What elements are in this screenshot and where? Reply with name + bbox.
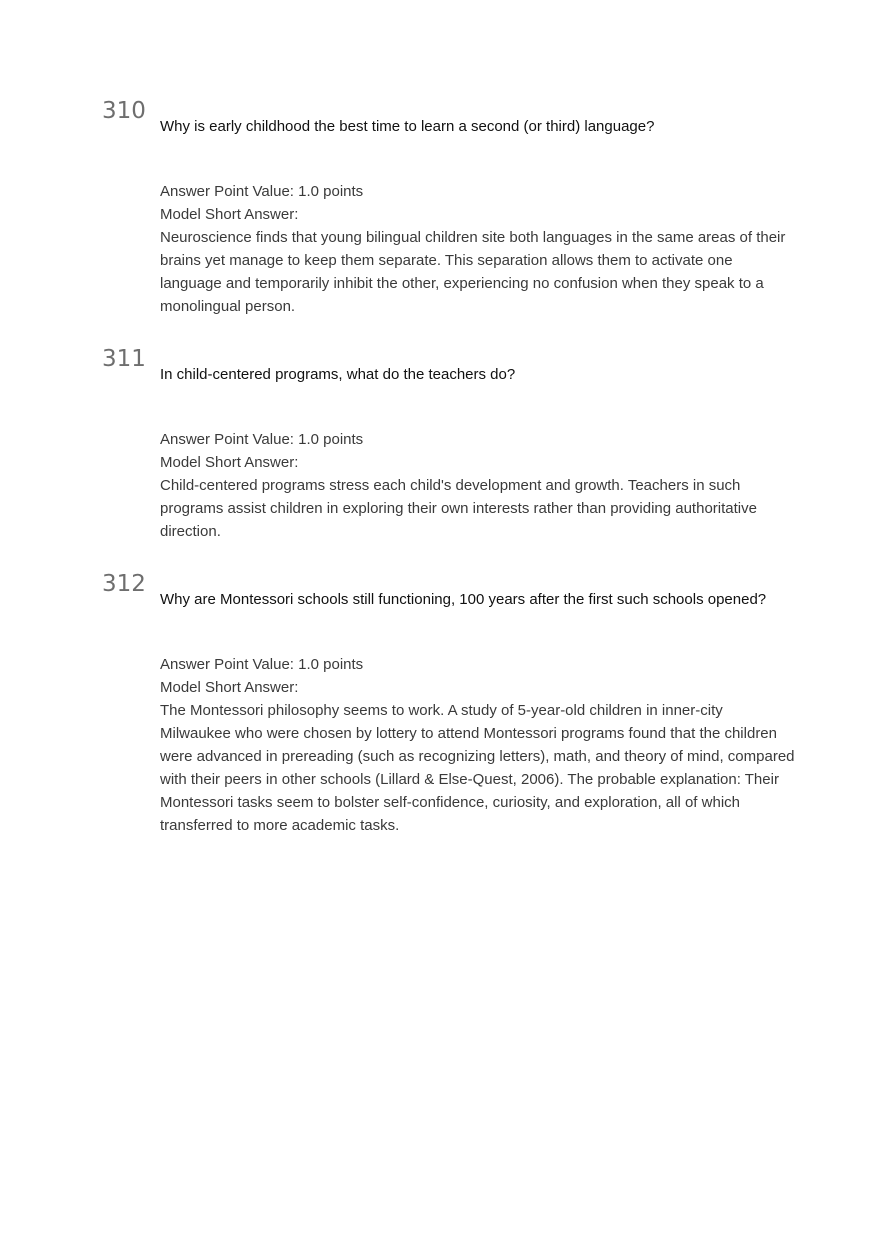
model-answer-text: Neuroscience finds that young bilingual children site both languages in the same areas of their brains yet manage to keep them separate. This separation allows them to activate one language and temporarily inhibit the other, experiencing no confusion when they speak to a monolingual person. — [160, 229, 786, 315]
answer-block — [160, 428, 800, 543]
model-answer-label: Model Short Answer: — [160, 206, 299, 223]
answer-block — [160, 653, 800, 837]
answer-block — [160, 180, 800, 318]
model-answer-label: Model Short Answer: — [160, 679, 299, 696]
answer-point-value: Answer Point Value: 1.0 points — [160, 656, 364, 673]
model-answer-text: Child-centered programs stress each child's development and growth. Teachers in such programs assist children in exploring their own interests rather than providing authoritative direction. — [160, 477, 757, 540]
answer-point-value: Answer Point Value: 1.0 points — [160, 183, 364, 200]
question-text: Why are Montessori schools still functioning, 100 years after the first such schools opened? — [160, 591, 767, 608]
question-text: Why is early childhood the best time to learn a second (or third) language? — [160, 118, 655, 135]
question-number: 312 — [102, 571, 146, 597]
question-text: In child-centered programs, what do the teachers do? — [160, 366, 516, 383]
model-answer-text: The Montessori philosophy seems to work. A study of 5-year-old children in inner-city Milwaukee who were chosen by lottery to attend Montessori programs found that the children were advanced in prereading (such as recognizing letters), math, and theory of mind, compared with their peers in other schools (Lillard & Else-Quest, 2006). The probable explanation: Their Montessori tasks seem to bolster self-confidence, curiosity, and exploration, all of which transferred to more academic tasks. — [160, 702, 795, 834]
question-number: 311 — [102, 346, 146, 372]
answer-point-value: Answer Point Value: 1.0 points — [160, 431, 364, 448]
model-answer-label: Model Short Answer: — [160, 454, 299, 471]
question-number: 310 — [102, 98, 146, 124]
